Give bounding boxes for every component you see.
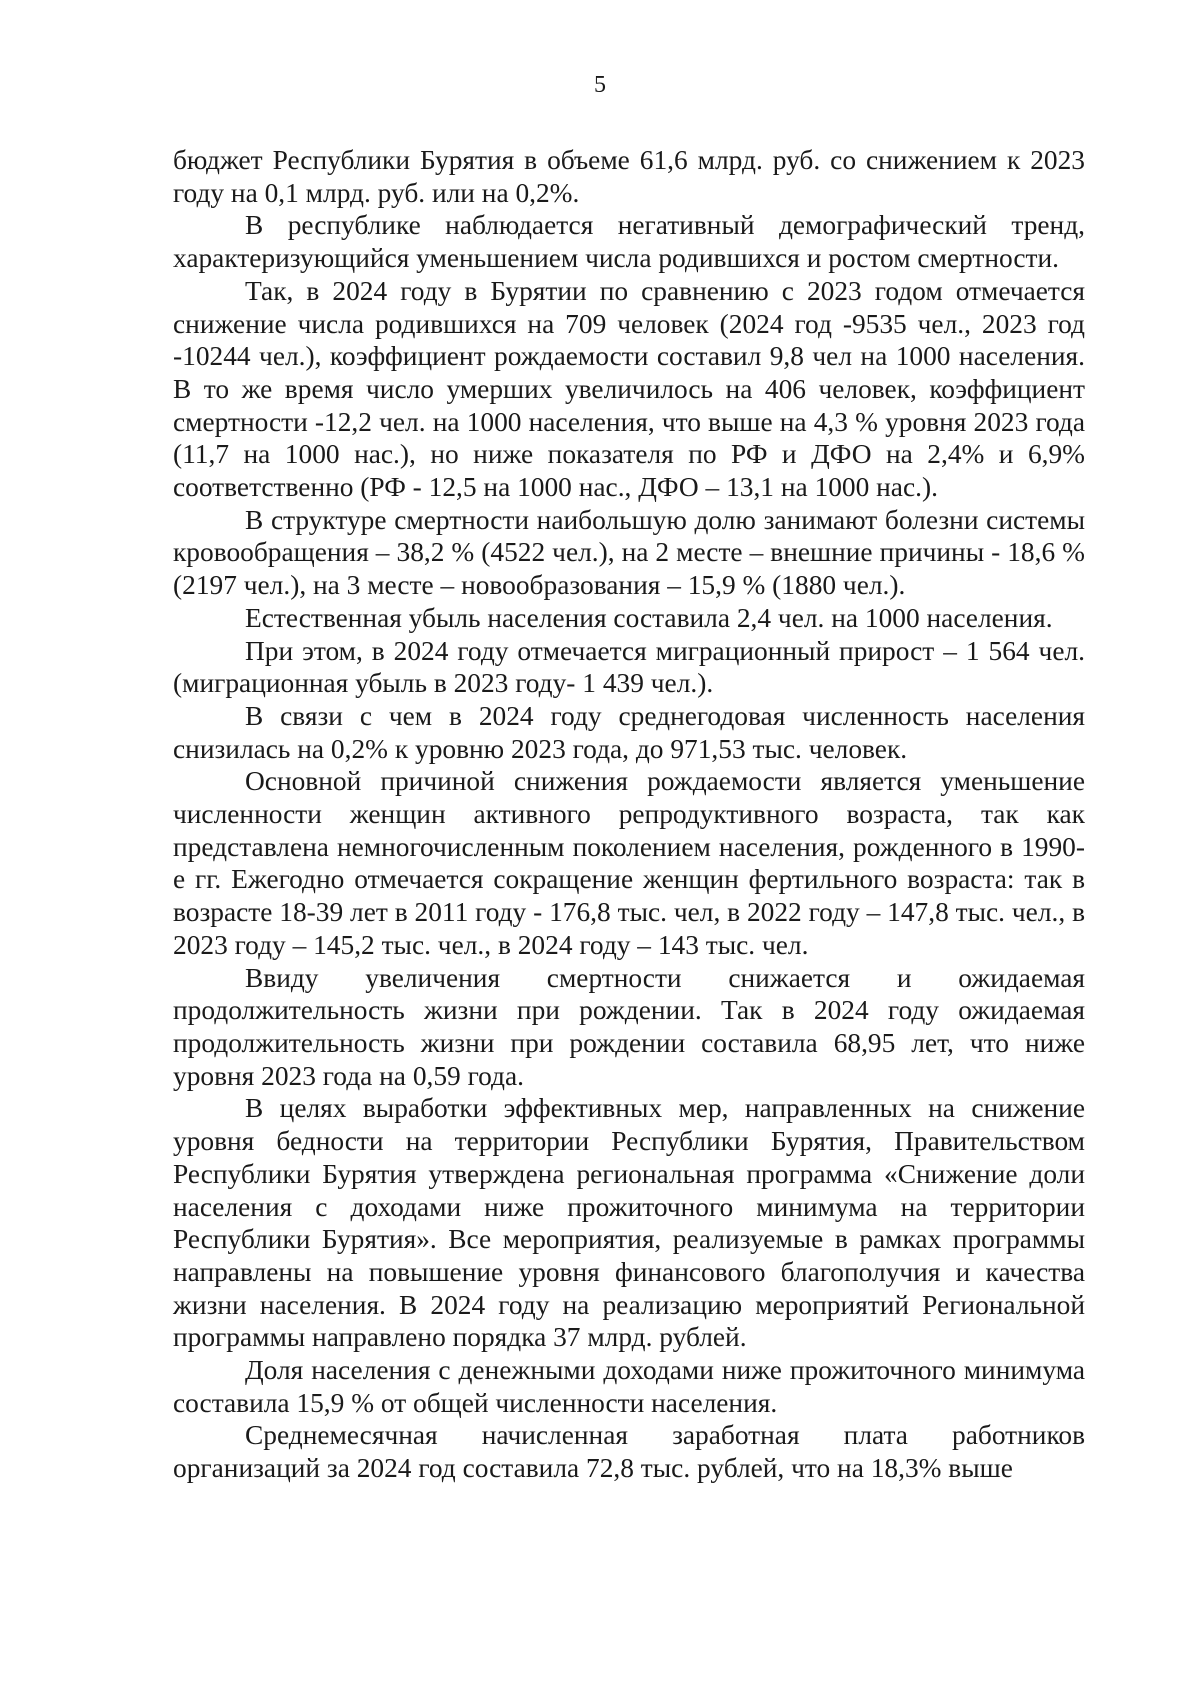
paragraph-birth-rate-cause: Основной причиной снижения рождаемости является уменьшение численности женщин активного репродуктивного возраста, так как представлена немногочисленным поколением населения, рожденного в 1990-е гг. Ежегодно отмечается сокращение женщин фертильного возраста: так в возрасте 18-39 лет в 2011 году - 176,8 тыс. чел, в 2022 году – 147,8 тыс. чел., в 2023 году – 145,2 тыс. чел., в 2024 году – 143 тыс. чел. [173, 766, 1085, 960]
paragraph-average-salary: Среднемесячная начисленная заработная плата работников организаций за 2024 год составила 72,8 тыс. рублей, что на 18,3% выше [173, 1420, 1085, 1484]
document-body [173, 144, 1085, 1485]
page-number: 5 [594, 72, 606, 98]
paragraph-poverty-share: Доля населения с денежными доходами ниже прожиточного минимума составила 15,9 % от общей численности населения. [173, 1355, 1085, 1418]
paragraph-migration: При этом, в 2024 году отмечается миграционный прирост – 1 564 чел. (миграционная убыль в 2023 году- 1 439 чел.). [173, 635, 1085, 699]
paragraph-demographic-trend: В республике наблюдается негативный демографический тренд, характеризующийся уменьшением числа родившихся и ростом смертности. [173, 210, 1085, 274]
paragraph-life-expectancy: Ввиду увеличения смертности снижается и ожидаемая продолжительность жизни при рождении. Так в 2024 году ожидаемая продолжительность жизни при рождении составила 68,95 лет, что ниже уровня 2023 года на 0,59 года. [173, 962, 1085, 1091]
paragraph-poverty-program: В целях выработки эффективных мер, направленных на снижение уровня бедности на территории Республики Бурятия, Правительством Республики Бурятия утверждена региональная программа «Снижение доли населения с доходами ниже прожиточного минимума на территории Республики Бурятия». Все мероприятия, реализуемые в рамках программы направлены на повышение уровня финансового благополучия и качества жизни населения. В 2024 году на реализацию мероприятий Региональной программы направлено порядка 37 млрд. рублей. [173, 1093, 1085, 1353]
paragraph-budget-continuation: бюджет Республики Бурятия в объеме 61,6 млрд. руб. со снижением к 2023 году на 0,1 млрд. руб. или на 0,2%. [173, 145, 1085, 208]
paragraph-natural-decline: Естественная убыль населения составила 2,4 чел. на 1000 населения. [245, 602, 1053, 633]
paragraph-mortality-structure: В структуре смертности наибольшую долю занимают болезни системы кровообращения – 38,2 % (4522 чел.), на 2 месте – внешние причины - 18,6 % (2197 чел.), на 3 месте – новообразования – 15,9 % (1880 чел.). [173, 504, 1085, 601]
paragraph-births-deaths: Так, в 2024 году в Бурятии по сравнению с 2023 годом отмечается снижение числа родившихся на 709 человек (2024 год -9535 чел., 2023 год -10244 чел.), коэффициент рождаемости составил 9,8 чел на 1000 населения. В то же время число умерших увеличилось на 406 человек, коэффициент смертности -12,2 чел. на 1000 населения, что выше на 4,3 % уровня 2023 года (11,7 на 1000 нас.), но ниже показателя по РФ и ДФО на 2,4% и 6,9% соответственно (РФ - 12,5 на 1000 нас., ДФО – 13,1 на 1000 нас.). [173, 275, 1085, 503]
paragraph-population: В связи с чем в 2024 году среднегодовая численность населения снизилась на 0,2% к уровню 2023 года, до 971,53 тыс. человек. [173, 700, 1085, 764]
